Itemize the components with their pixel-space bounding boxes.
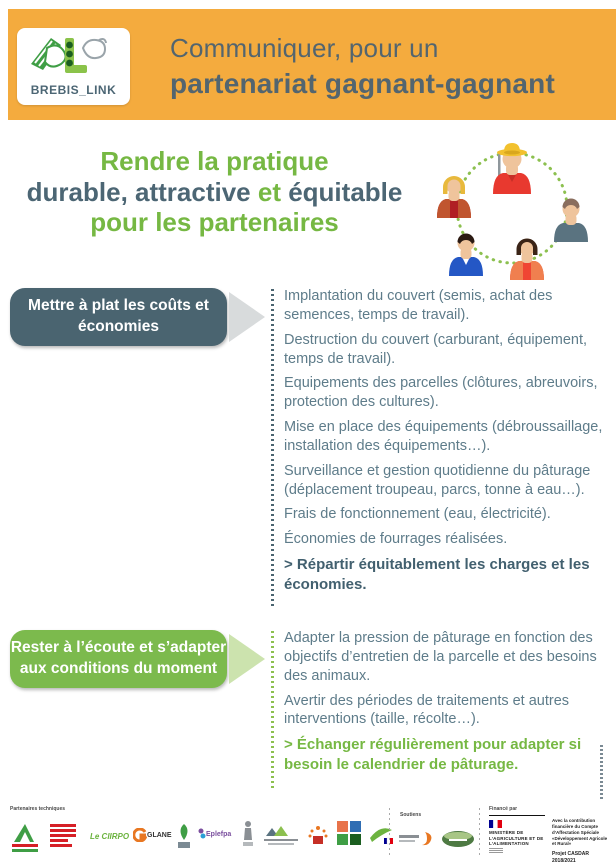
- list-item: Frais de fonctionnement (eau, électricité).: [284, 506, 551, 523]
- partner-logo-swoosh: [368, 822, 394, 848]
- list-item: Equipements des parcelles (clôtures, abreuvoirs, protection des cultures).: [284, 375, 598, 411]
- brand-name: BREBIS_LINK: [30, 83, 117, 97]
- funding-label: Financé par: [489, 806, 518, 812]
- partner-logo-chamber: [10, 822, 40, 854]
- partner-logo-ciirpo: Le CIIRPO: [90, 832, 130, 841]
- section1-label-line2: économies: [78, 318, 159, 335]
- intro-title-line1: Rendre la pratique: [100, 146, 329, 176]
- woman-red-icon: [510, 239, 544, 281]
- partner-logo-statue: [242, 820, 254, 848]
- list-item: Adapter la pression de pâturage en fonction des objectifs d’entretien de la parcelle et des besoins des animaux.: [284, 630, 597, 684]
- french-flag-icon: [489, 820, 502, 828]
- partner-logo-leaf: [176, 822, 192, 850]
- section2-label-box: [10, 630, 227, 688]
- ministry-name: MINISTÈRE DE L’AGRICULTURE ET DE L’ALIMENTATION: [489, 830, 544, 847]
- section2-arrow-icon: [229, 634, 265, 684]
- contribution-text: Avec la contribution financière du Compte d’Affectation Spéciale «Développement Agricole et Rural»: [552, 818, 608, 847]
- list-item: Avertir des périodes de traitements et autres interventions (taille, récolte…).: [284, 692, 570, 728]
- section2-conclusion: > Échanger régulièrement pour adapter si besoin le calendrier de pâturage.: [284, 736, 582, 773]
- ministry-rule: [489, 815, 545, 816]
- list-item: Surveillance et gestion quotidienne du pâturage (déplacement troupeau, parcs, tonne à eau…).: [284, 462, 591, 498]
- list-item: Destruction du couvert (carburant, équipement, temps de travail).: [284, 331, 588, 367]
- partner-logo-glane: GLANE: [133, 828, 172, 842]
- intro-title-line2: durable, attractive et équitable: [26, 176, 403, 207]
- partner-logo-red-text: [50, 824, 76, 849]
- support-label: Soutiens: [400, 812, 422, 818]
- section1-arrow-icon: [229, 292, 265, 342]
- footer-separator: [389, 808, 390, 858]
- section1-label-box: [10, 288, 227, 346]
- section2-item-list: [284, 629, 608, 774]
- header-title-line1: Communiquer, pour un: [170, 33, 439, 63]
- project-reference: Projet CASDAR 2018/2021: [552, 851, 589, 862]
- man-icon: [554, 199, 588, 243]
- partners-label: Partenaires techniques: [10, 806, 66, 812]
- section1-conclusion: > Répartir équitablement les charges et les économies.: [284, 556, 590, 593]
- list-item: Implantation du couvert (semis, achat des semences, temps de travail).: [284, 288, 553, 323]
- section2-label-line2: aux conditions du moment: [19, 660, 218, 677]
- farmer-icon: [493, 143, 531, 194]
- woman-icon: [437, 176, 471, 218]
- ministry-block: [489, 806, 547, 853]
- partner-logo-tiles: [336, 820, 362, 848]
- footer-separator: [479, 808, 480, 858]
- header-banner: [8, 9, 616, 120]
- list-item: Économies de fourrages réalisées.: [284, 531, 508, 548]
- man-blue-suit-icon: [449, 234, 483, 277]
- vertical-credit-marks: [600, 745, 603, 801]
- support-logo-green-oval: [441, 830, 475, 848]
- section1-dotted-line: [271, 289, 274, 607]
- brebis-link-logo: [17, 28, 130, 105]
- header-title-line2: partenariat gagnant-gagnant: [170, 68, 555, 99]
- intro-title: [12, 146, 417, 238]
- footer-logo-strip: [0, 800, 616, 862]
- ministry-motto-lines: [489, 848, 547, 853]
- section2-label-line1: Rester à l’écoute et s’adapter: [10, 639, 227, 657]
- header-title: [170, 33, 555, 100]
- intro-title-line3: pour les partenaires: [90, 207, 339, 238]
- list-item: Mise en place des équipements (débroussaillage, installation des équipements…).: [284, 419, 603, 454]
- section2-dotted-line: [271, 631, 274, 791]
- support-logo-swirl: [399, 830, 435, 848]
- partner-logo-eplefpa: Eplefpa: [198, 828, 231, 840]
- partner-logo-mountain: [262, 824, 300, 846]
- section1-label-line1: Mettre à plat les coûts et: [28, 297, 209, 315]
- section1-item-list: [284, 287, 608, 594]
- brebis-link-logo-icon: [25, 34, 122, 80]
- partner-logo-sun: [306, 822, 330, 848]
- partners-circle-illustration: [424, 130, 604, 280]
- funding-note: [552, 818, 612, 862]
